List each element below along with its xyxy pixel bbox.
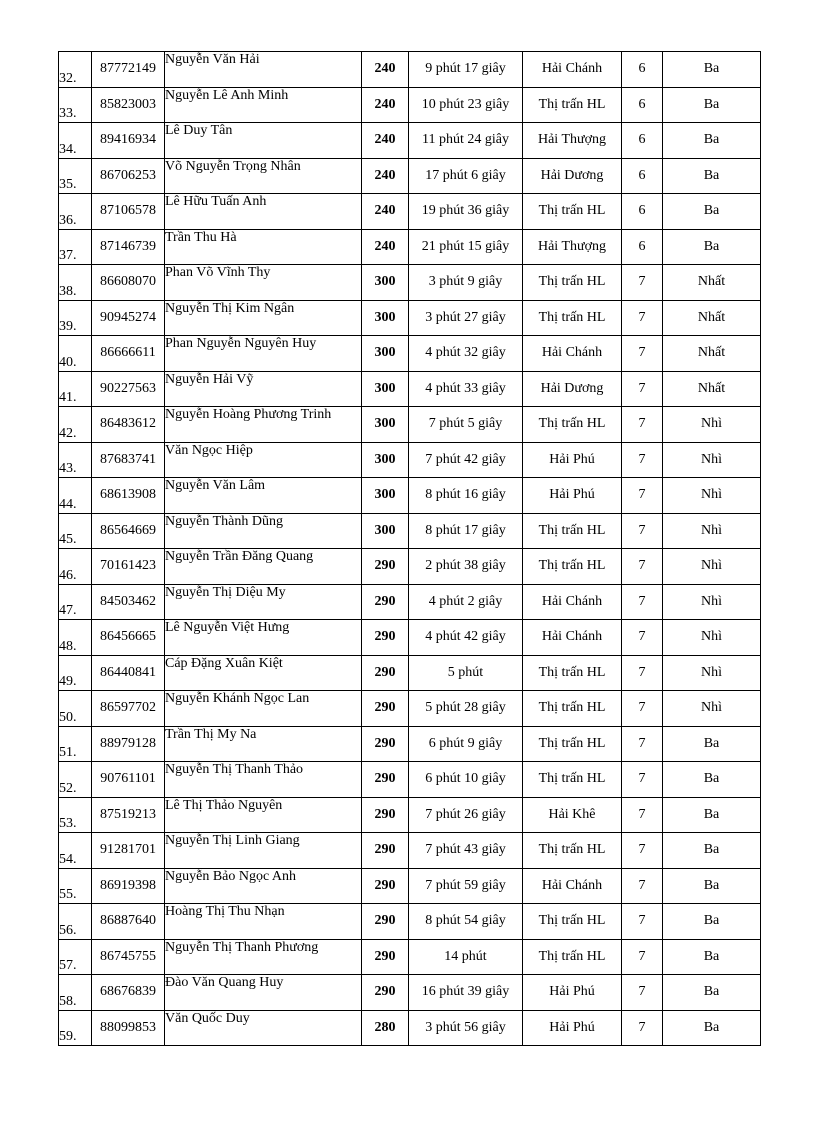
completion-time-cell: 7 phút 26 giây [409,797,523,833]
score-cell: 290 [362,620,409,656]
student-name-cell: Nguyễn Thị Diệu My [165,584,362,620]
grade-cell: 7 [622,478,663,514]
table-body [59,52,761,1046]
score-cell: 300 [362,407,409,443]
school-cell: Hải Chánh [523,336,622,372]
table-row [59,229,761,265]
completion-time-cell: 4 phút 42 giây [409,620,523,656]
table-row [59,336,761,372]
prize-cell: Ba [663,158,761,194]
grade-cell: 7 [622,336,663,372]
score-cell: 300 [362,336,409,372]
table-row [59,975,761,1011]
table-row [59,407,761,443]
student-name-cell: Phan Nguyễn Nguyên Huy [165,336,362,372]
prize-cell: Nhất [663,265,761,301]
grade-cell: 7 [622,868,663,904]
student-name-cell: Hoàng Thị Thu Nhạn [165,904,362,940]
student-id-cell: 86608070 [92,265,165,301]
school-cell: Thị trấn HL [523,194,622,230]
table-row [59,868,761,904]
completion-time-cell: 3 phút 27 giây [409,300,523,336]
grade-cell: 7 [622,975,663,1011]
student-name-cell: Nguyễn Hải Vỹ [165,371,362,407]
student-id-cell: 86564669 [92,513,165,549]
student-id-cell: 88979128 [92,726,165,762]
prize-cell: Nhì [663,620,761,656]
completion-time-cell: 3 phút 9 giây [409,265,523,301]
school-cell: Hải Chánh [523,868,622,904]
student-name-cell: Nguyễn Khánh Ngọc Lan [165,691,362,727]
school-cell: Thị trấn HL [523,939,622,975]
grade-cell: 6 [622,87,663,123]
school-cell: Hải Dương [523,158,622,194]
row-number-cell: 37. [59,229,92,265]
row-number-cell: 49. [59,655,92,691]
prize-cell: Ba [663,726,761,762]
score-cell: 280 [362,1010,409,1046]
score-cell: 300 [362,442,409,478]
score-cell: 240 [362,229,409,265]
table-row [59,513,761,549]
grade-cell: 7 [622,513,663,549]
score-cell: 290 [362,833,409,869]
school-cell: Hải Phú [523,1010,622,1046]
grade-cell: 7 [622,1010,663,1046]
student-name-cell: Nguyễn Thị Linh Giang [165,833,362,869]
prize-cell: Nhì [663,478,761,514]
score-cell: 290 [362,584,409,620]
completion-time-cell: 16 phút 39 giây [409,975,523,1011]
table-row [59,833,761,869]
row-number-cell: 34. [59,123,92,159]
student-id-cell: 87106578 [92,194,165,230]
student-id-cell: 86745755 [92,939,165,975]
grade-cell: 6 [622,52,663,88]
student-name-cell: Lê Hữu Tuấn Anh [165,194,362,230]
grade-cell: 7 [622,371,663,407]
score-cell: 290 [362,726,409,762]
completion-time-cell: 7 phút 5 giây [409,407,523,443]
student-id-cell: 91281701 [92,833,165,869]
prize-cell: Ba [663,975,761,1011]
table-row [59,371,761,407]
student-id-cell: 86919398 [92,868,165,904]
prize-cell: Nhì [663,549,761,585]
school-cell: Thị trấn HL [523,833,622,869]
prize-cell: Ba [663,833,761,869]
table-row [59,87,761,123]
prize-cell: Nhì [663,407,761,443]
prize-cell: Nhì [663,442,761,478]
grade-cell: 7 [622,549,663,585]
school-cell: Hải Thượng [523,229,622,265]
grade-cell: 7 [622,300,663,336]
table-row [59,194,761,230]
student-id-cell: 90761101 [92,762,165,798]
prize-cell: Nhì [663,691,761,727]
completion-time-cell: 7 phút 43 giây [409,833,523,869]
table-row [59,762,761,798]
score-cell: 240 [362,158,409,194]
grade-cell: 7 [622,407,663,443]
prize-cell: Nhất [663,336,761,372]
school-cell: Thị trấn HL [523,691,622,727]
table-row [59,265,761,301]
row-number-cell: 51. [59,726,92,762]
score-cell: 300 [362,265,409,301]
student-id-cell: 90945274 [92,300,165,336]
row-number-cell: 59. [59,1010,92,1046]
prize-cell: Nhất [663,371,761,407]
prize-cell: Nhất [663,300,761,336]
score-cell: 300 [362,478,409,514]
prize-cell: Ba [663,123,761,159]
score-cell: 290 [362,797,409,833]
school-cell: Thị trấn HL [523,300,622,336]
student-id-cell: 70161423 [92,549,165,585]
row-number-cell: 54. [59,833,92,869]
table-row [59,726,761,762]
table-row [59,549,761,585]
school-cell: Thị trấn HL [523,407,622,443]
completion-time-cell: 8 phút 17 giây [409,513,523,549]
score-cell: 290 [362,868,409,904]
score-cell: 300 [362,371,409,407]
grade-cell: 7 [622,655,663,691]
student-id-cell: 89416934 [92,123,165,159]
student-id-cell: 86666611 [92,336,165,372]
student-id-cell: 86456665 [92,620,165,656]
grade-cell: 7 [622,904,663,940]
student-name-cell: Nguyễn Văn Hải [165,52,362,88]
row-number-cell: 52. [59,762,92,798]
score-cell: 240 [362,52,409,88]
grade-cell: 7 [622,584,663,620]
row-number-cell: 39. [59,300,92,336]
school-cell: Hải Chánh [523,52,622,88]
student-id-cell: 86483612 [92,407,165,443]
student-name-cell: Lê Nguyễn Việt Hưng [165,620,362,656]
completion-time-cell: 5 phút 28 giây [409,691,523,727]
student-name-cell: Văn Quốc Duy [165,1010,362,1046]
grade-cell: 6 [622,123,663,159]
table-row [59,691,761,727]
student-id-cell: 68676839 [92,975,165,1011]
school-cell: Hải Khê [523,797,622,833]
completion-time-cell: 8 phút 54 giây [409,904,523,940]
grade-cell: 7 [622,265,663,301]
student-name-cell: Lê Duy Tân [165,123,362,159]
student-name-cell: Lê Thị Thảo Nguyên [165,797,362,833]
school-cell: Hải Phú [523,478,622,514]
completion-time-cell: 17 phút 6 giây [409,158,523,194]
completion-time-cell: 19 phút 36 giây [409,194,523,230]
student-name-cell: Nguyễn Hoàng Phương Trinh [165,407,362,443]
table-row [59,1010,761,1046]
school-cell: Thị trấn HL [523,655,622,691]
completion-time-cell: 14 phút [409,939,523,975]
student-id-cell: 86706253 [92,158,165,194]
score-cell: 290 [362,975,409,1011]
student-name-cell: Nguyễn Thị Kim Ngân [165,300,362,336]
completion-time-cell: 6 phút 9 giây [409,726,523,762]
prize-cell: Ba [663,762,761,798]
student-name-cell: Đào Văn Quang Huy [165,975,362,1011]
student-id-cell: 86597702 [92,691,165,727]
student-name-cell: Võ Nguyễn Trọng Nhân [165,158,362,194]
student-id-cell: 68613908 [92,478,165,514]
results-table [58,51,761,1046]
table-row [59,584,761,620]
grade-cell: 6 [622,229,663,265]
school-cell: Hải Chánh [523,584,622,620]
grade-cell: 6 [622,194,663,230]
grade-cell: 7 [622,442,663,478]
table-row [59,442,761,478]
table-row [59,158,761,194]
score-cell: 240 [362,87,409,123]
completion-time-cell: 6 phút 10 giây [409,762,523,798]
student-name-cell: Văn Ngọc Hiệp [165,442,362,478]
school-cell: Thị trấn HL [523,726,622,762]
prize-cell: Ba [663,904,761,940]
grade-cell: 7 [622,726,663,762]
student-id-cell: 90227563 [92,371,165,407]
student-id-cell: 87683741 [92,442,165,478]
completion-time-cell: 7 phút 42 giây [409,442,523,478]
student-id-cell: 88099853 [92,1010,165,1046]
student-name-cell: Nguyễn Thành Dũng [165,513,362,549]
score-cell: 290 [362,904,409,940]
student-id-cell: 85823003 [92,87,165,123]
school-cell: Thị trấn HL [523,513,622,549]
table-row [59,620,761,656]
row-number-cell: 53. [59,797,92,833]
row-number-cell: 35. [59,158,92,194]
row-number-cell: 33. [59,87,92,123]
row-number-cell: 46. [59,549,92,585]
row-number-cell: 43. [59,442,92,478]
student-name-cell: Cáp Đặng Xuân Kiệt [165,655,362,691]
school-cell: Thị trấn HL [523,904,622,940]
score-cell: 240 [362,123,409,159]
row-number-cell: 32. [59,52,92,88]
school-cell: Hải Thượng [523,123,622,159]
score-cell: 290 [362,549,409,585]
completion-time-cell: 21 phút 15 giây [409,229,523,265]
grade-cell: 7 [622,762,663,798]
completion-time-cell: 7 phút 59 giây [409,868,523,904]
prize-cell: Ba [663,52,761,88]
score-cell: 290 [362,655,409,691]
student-id-cell: 86887640 [92,904,165,940]
prize-cell: Ba [663,797,761,833]
table-row [59,478,761,514]
table-row [59,655,761,691]
prize-cell: Ba [663,1010,761,1046]
prize-cell: Nhì [663,655,761,691]
completion-time-cell: 2 phút 38 giây [409,549,523,585]
grade-cell: 7 [622,797,663,833]
student-id-cell: 87146739 [92,229,165,265]
score-cell: 290 [362,939,409,975]
student-name-cell: Nguyễn Thị Thanh Phương [165,939,362,975]
score-cell: 290 [362,691,409,727]
student-name-cell: Nguyễn Trần Đăng Quang [165,549,362,585]
student-name-cell: Nguyễn Lê Anh Minh [165,87,362,123]
completion-time-cell: 8 phút 16 giây [409,478,523,514]
completion-time-cell: 5 phút [409,655,523,691]
prize-cell: Ba [663,939,761,975]
row-number-cell: 42. [59,407,92,443]
school-cell: Hải Phú [523,975,622,1011]
prize-cell: Ba [663,194,761,230]
row-number-cell: 36. [59,194,92,230]
completion-time-cell: 11 phút 24 giây [409,123,523,159]
table-row [59,123,761,159]
prize-cell: Ba [663,229,761,265]
school-cell: Hải Chánh [523,620,622,656]
row-number-cell: 45. [59,513,92,549]
grade-cell: 7 [622,939,663,975]
grade-cell: 6 [622,158,663,194]
student-id-cell: 86440841 [92,655,165,691]
score-cell: 290 [362,762,409,798]
school-cell: Thị trấn HL [523,762,622,798]
student-name-cell: Nguyễn Văn Lâm [165,478,362,514]
row-number-cell: 56. [59,904,92,940]
grade-cell: 7 [622,691,663,727]
score-cell: 240 [362,194,409,230]
table-row [59,52,761,88]
student-name-cell: Nguyễn Thị Thanh Thảo [165,762,362,798]
school-cell: Thị trấn HL [523,549,622,585]
table-row [59,797,761,833]
student-name-cell: Trần Thị My Na [165,726,362,762]
table-row [59,939,761,975]
row-number-cell: 50. [59,691,92,727]
row-number-cell: 55. [59,868,92,904]
school-cell: Hải Dương [523,371,622,407]
student-id-cell: 87772149 [92,52,165,88]
student-id-cell: 84503462 [92,584,165,620]
completion-time-cell: 10 phút 23 giây [409,87,523,123]
prize-cell: Nhì [663,584,761,620]
school-cell: Hải Phú [523,442,622,478]
student-id-cell: 87519213 [92,797,165,833]
row-number-cell: 38. [59,265,92,301]
student-name-cell: Trần Thu Hà [165,229,362,265]
student-name-cell: Phan Võ Vĩnh Thy [165,265,362,301]
grade-cell: 7 [622,620,663,656]
completion-time-cell: 3 phút 56 giây [409,1010,523,1046]
table-row [59,904,761,940]
school-cell: Thị trấn HL [523,87,622,123]
prize-cell: Nhì [663,513,761,549]
school-cell: Thị trấn HL [523,265,622,301]
score-cell: 300 [362,513,409,549]
row-number-cell: 47. [59,584,92,620]
row-number-cell: 48. [59,620,92,656]
prize-cell: Ba [663,868,761,904]
row-number-cell: 40. [59,336,92,372]
table-row [59,300,761,336]
row-number-cell: 58. [59,975,92,1011]
row-number-cell: 57. [59,939,92,975]
row-number-cell: 44. [59,478,92,514]
completion-time-cell: 4 phút 33 giây [409,371,523,407]
prize-cell: Ba [663,87,761,123]
grade-cell: 7 [622,833,663,869]
completion-time-cell: 4 phút 32 giây [409,336,523,372]
completion-time-cell: 9 phút 17 giây [409,52,523,88]
score-cell: 300 [362,300,409,336]
completion-time-cell: 4 phút 2 giây [409,584,523,620]
student-name-cell: Nguyễn Bảo Ngọc Anh [165,868,362,904]
row-number-cell: 41. [59,371,92,407]
